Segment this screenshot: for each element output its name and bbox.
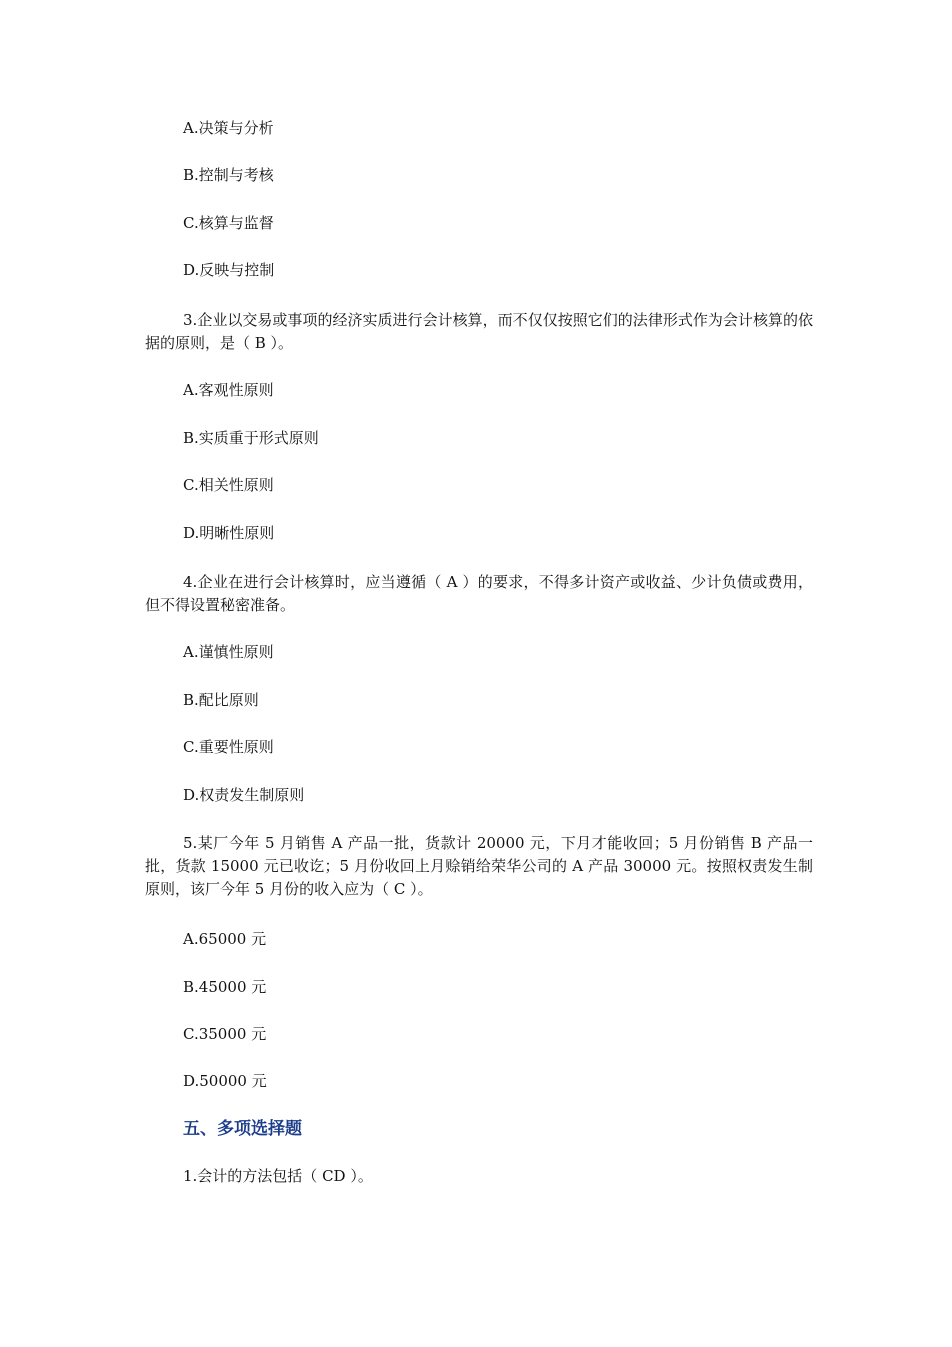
q4-option-c: C.重要性原则 bbox=[183, 738, 274, 756]
q5-question: 5.某厂今年 5 月销售 A 产品一批，货款计 20000 元，下月才能收回；5 月份销售 B 产品一批，货款 15000 元已收讫；5 月份收回上月赊销给荣华公司的 A 产品 30000 元。按照权责发生制原则，该厂今年 5 月份的收入应为（ C ）。 bbox=[145, 834, 813, 898]
q4-option-a: A.谨慎性原则 bbox=[183, 643, 274, 661]
q3-question: 3.企业以交易或事项的经济实质进行会计核算，而不仅仅按照它们的法律形式作为会计核算的依据的原则，是（ B ）。 bbox=[145, 311, 813, 352]
q3-option-a: A.客观性原则 bbox=[183, 381, 274, 399]
q2-option-a: A.决策与分析 bbox=[183, 119, 274, 137]
q3-option-d: D.明晰性原则 bbox=[183, 524, 275, 542]
q4-option-d: D.权责发生制原则 bbox=[183, 786, 305, 804]
q4-question: 4.企业在进行会计核算时，应当遵循（ A ）的要求，不得多计资产或收益、少计负债或费用，但不得设置秘密准备。 bbox=[145, 573, 813, 614]
q3-option-b: B.实质重于形式原则 bbox=[183, 429, 319, 447]
q5-option-b: B.45000 元 bbox=[183, 978, 267, 996]
multi-q1-question: 1.会计的方法包括（ CD ）。 bbox=[183, 1167, 373, 1185]
q2-option-c: C.核算与监督 bbox=[183, 214, 274, 232]
section-heading: 五、多项选择题 bbox=[183, 1119, 302, 1139]
q3-option-c: C.相关性原则 bbox=[183, 476, 274, 494]
q4-option-b: B.配比原则 bbox=[183, 691, 259, 709]
q5-option-a: A.65000 元 bbox=[183, 930, 267, 948]
q2-option-d: D.反映与控制 bbox=[183, 261, 275, 279]
q2-option-b: B.控制与考核 bbox=[183, 166, 274, 184]
q5-option-d: D.50000 元 bbox=[183, 1072, 267, 1090]
q5-option-c: C.35000 元 bbox=[183, 1025, 267, 1043]
